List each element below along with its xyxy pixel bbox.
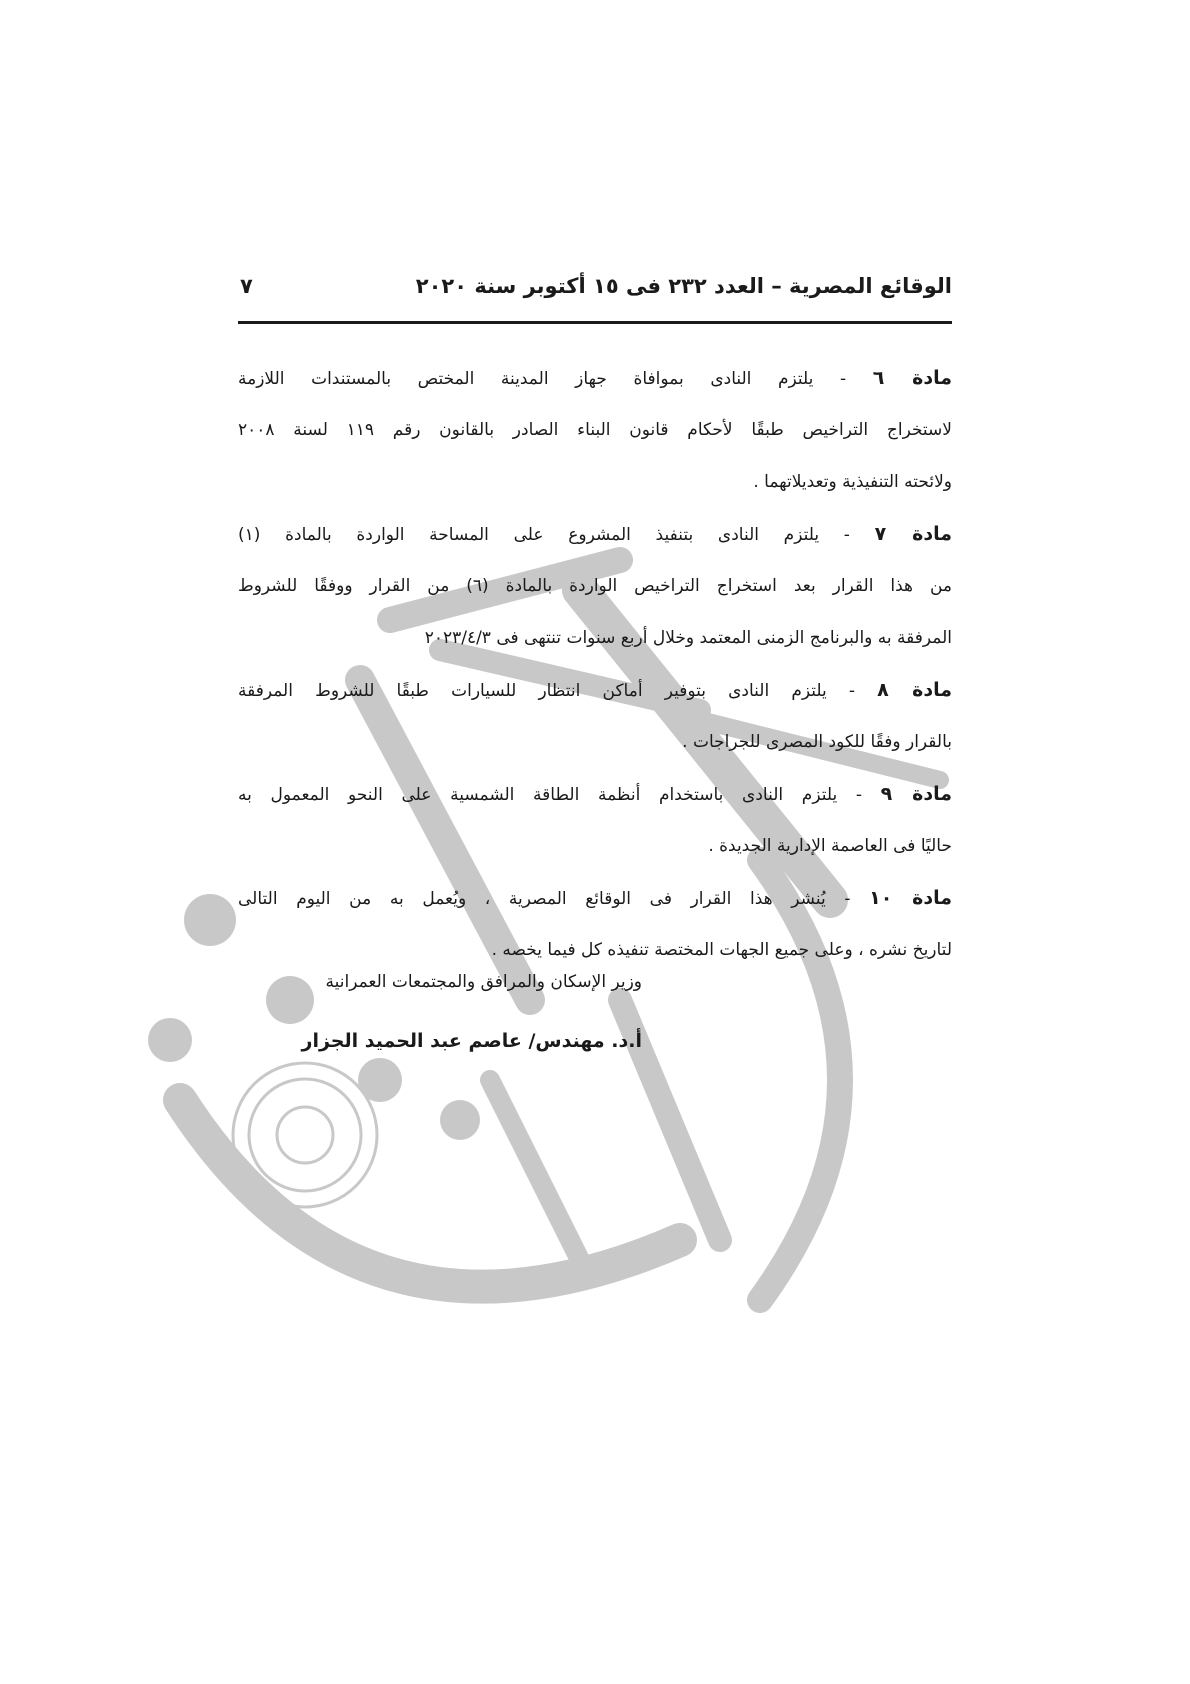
header-divider [238,321,952,324]
article-label: مادة ٨ [877,679,952,701]
decree-body [238,352,952,976]
article-text-line: حاليًا فى العاصمة الإدارية الجديدة . [708,836,952,856]
article-text-line: ولائحته التنفيذية وتعديلاتهما . [753,472,952,492]
article-text-line: بالقرار وفقًا للكود المصرى للجراجات . [682,732,952,752]
article-label: مادة ٧ [874,523,952,545]
page-number: ٧ [240,274,253,298]
article-label: مادة ١٠ [869,887,953,909]
article-8 [238,664,952,768]
page-header [238,268,952,320]
article-text-line: المرفقة به والبرنامج الزمنى المعتمد وخلال أربع سنوات تنتهى فى ٢٠٢٣/٤/٣ [424,628,952,648]
article-10 [238,872,952,976]
gazette-title: الوقائع المصرية – العدد ٢٣٢ فى ١٥ أكتوبر سنة ٢٠٢٠ [415,274,952,298]
article-label: مادة ٩ [880,783,952,805]
article-text-line: لتاريخ نشره ، وعلى جميع الجهات المختصة تنفيذه كل فيما يخصه . [491,940,952,960]
article-label: مادة ٦ [872,367,952,389]
article-text-line: من هذا القرار بعد استخراج التراخيص الواردة بالمادة (٦) من القرار ووفقًا للشروط [238,576,952,596]
article-text-line: - يلتزم النادى بتنفيذ المشروع على المساحة الواردة بالمادة (١) [238,525,875,545]
article-text-line: لاستخراج التراخيص طبقًا لأحكام قانون البناء الصادر بالقانون رقم ١١٩ لسنة ٢٠٠٨ [238,420,952,440]
article-text-line: - يلتزم النادى بموافاة جهاز المدينة المختص بالمستندات اللازمة [238,369,873,389]
article-9 [238,768,952,872]
article-text-line: - يُنشر هذا القرار فى الوقائع المصرية ، ويُعمل به من اليوم التالى [238,889,870,909]
article-6 [238,352,952,508]
article-text-line: - يلتزم النادى باستخدام أنظمة الطاقة الشمسية على النحو المعمول به [238,785,881,805]
article-text-line: - يلتزم النادى بتوفير أماكن انتظار للسيارات طبقًا للشروط المرفقة [238,681,878,701]
article-7 [238,508,952,664]
signatory-name: أ.د. مهندس/ عاصم عبد الحميد الجزار [301,1030,642,1052]
signatory-title: وزير الإسكان والمرافق والمجتمعات العمرانية [325,972,642,992]
